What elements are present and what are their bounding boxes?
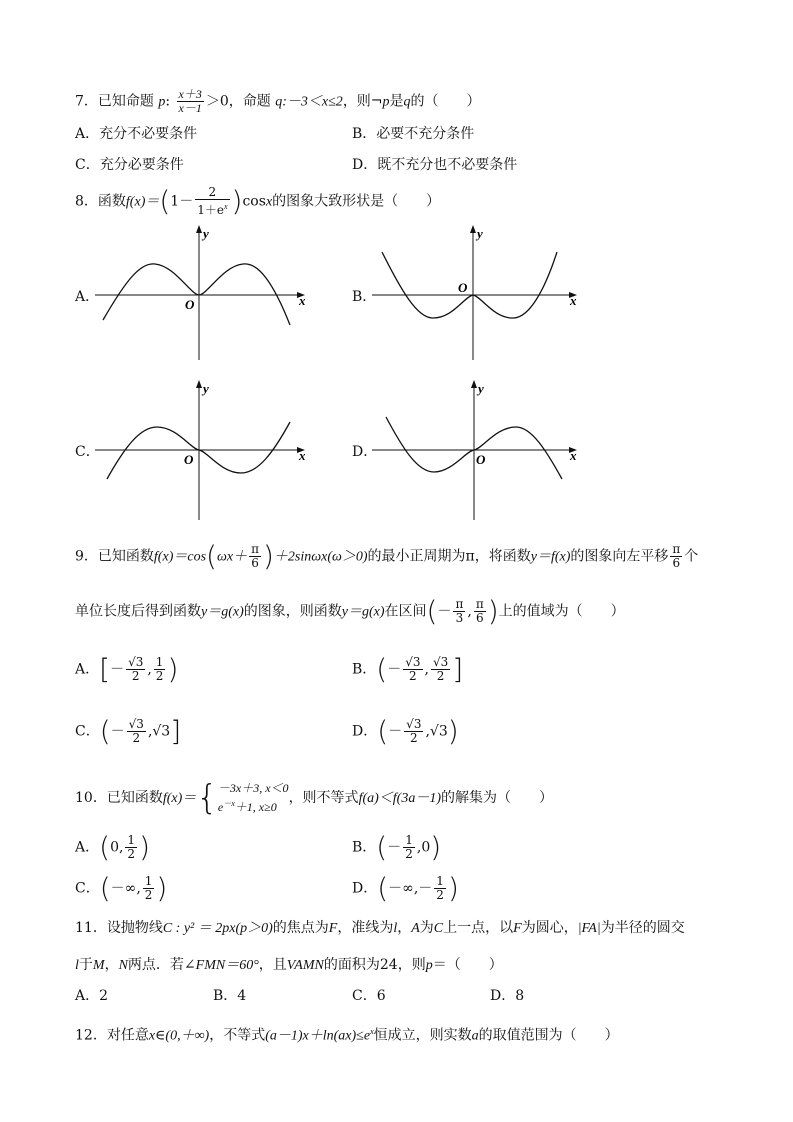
svg-text:y: y <box>478 381 484 396</box>
q12-stem: 12．对任意x∈(0,＋∞)，不等式$(a-1)x+\ln(ax)\le e^x$恒成立，则实数a的取值范围为（ ） <box>75 1027 619 1044</box>
q11-option-b: B．4 <box>213 988 247 1004</box>
q7-option-a: A．充分不必要条件 <box>75 126 198 142</box>
q8-graph-b <box>372 222 592 362</box>
svg-text:y: y <box>203 381 209 396</box>
q10-option-c: C．(－∞, $\frac{1}{2}$ ) <box>75 871 168 905</box>
q10-option-b: B．(－ $\frac{1}{2}$ ,0) <box>352 830 442 864</box>
q8-option-b-label: B． <box>352 289 377 305</box>
svg-text:x: x <box>570 293 577 308</box>
svg-text:x: x <box>299 293 306 308</box>
q8-stem: 8．函数f(x)＝(1－ $\frac{2}{1+e^x}$ )cosx的图象大致形状是（ ） <box>75 184 441 218</box>
q8-option-a-label: A． <box>75 289 100 305</box>
q11-option-d: D．8 <box>490 988 525 1004</box>
q8-option-d-label: D． <box>352 444 378 460</box>
q8-graph-a <box>95 222 315 362</box>
q8-graph-c <box>95 377 315 522</box>
q8-graph-d <box>372 377 592 522</box>
q10-option-a: A．(0, $\frac{1}{2}$ ) <box>75 830 150 864</box>
svg-text:O: O <box>185 297 195 312</box>
svg-text:y: y <box>203 226 209 241</box>
q9-stem-line2: 单位长度后得到函数y＝g(x)的图象，则函数y＝g(x)在区间(－ $\frac{\pi}{3}$ , $\frac{\pi}{6}$ )上的值域为（ ） <box>75 594 625 628</box>
q9-option-a: A．[－ $\frac{√3}{2}$ , $\frac{1}{2}$ ) <box>75 652 179 686</box>
svg-text:x: x <box>299 448 306 463</box>
q9-option-b: B．(－ $\frac{√3}{2}$ , $\frac{√3}{2}$ ] <box>352 652 464 686</box>
q11-option-a: A．2 <box>75 988 109 1004</box>
q7-option-b: B．必要不充分条件 <box>352 126 475 142</box>
q11-stem-line1: 11．设抛物线C : y² ＝ 2px(p＞0)的焦点为F，准线为l，A为C上一点，以F为圆心，|FA|为半径的圆交 <box>75 920 685 936</box>
q11-stem-line2: l于M，N两点．若∠FMN＝60°，且VAMN的面积为24，则p＝（ ） <box>75 957 503 973</box>
svg-text:O: O <box>458 280 468 295</box>
q11-option-c: C．6 <box>352 988 386 1004</box>
q7-option-d: D．既不充分也不必要条件 <box>352 157 518 173</box>
svg-text:O: O <box>184 452 194 467</box>
q7-fraction: $\frac{x+3}{x-1}$ <box>178 87 202 115</box>
q9-stem-line1: 9．已知函数f(x)＝cos(ωx＋ $\frac{\pi}{6}$ )＋2sinωx(ω＞0)的最小正周期为π，将函数y＝f(x)的图象向左平移 $\frac{\pi}{6}$ 个 <box>75 539 699 573</box>
svg-text:y: y <box>477 226 483 241</box>
q7-stem: 7．已知命题 p: $\frac{x+3}{x-1}$ ＞0，命题 q:－3＜x≤2，则¬p是q的（ ） <box>75 87 481 115</box>
svg-text:O: O <box>476 452 486 467</box>
q8-option-c-label: C． <box>75 444 100 460</box>
q10-stem: 10．已知函数f(x)＝{ －3x＋3, x＜0 $e^{-x}+1$, x≥0 ，则不等式f(a)＜f(3a－1)的解集为（ ） <box>75 778 553 818</box>
q9-option-d: D．(－ $\frac{√3}{2}$ ,√3) <box>352 714 459 748</box>
q9-option-c: C．(－ $\frac{√3}{2}$ ,√3] <box>75 714 182 748</box>
svg-text:x: x <box>570 448 577 463</box>
q7-option-c: C．充分必要条件 <box>75 157 184 173</box>
q10-option-d: D．(－∞,－ $\frac{1}{2}$ ) <box>352 871 459 905</box>
